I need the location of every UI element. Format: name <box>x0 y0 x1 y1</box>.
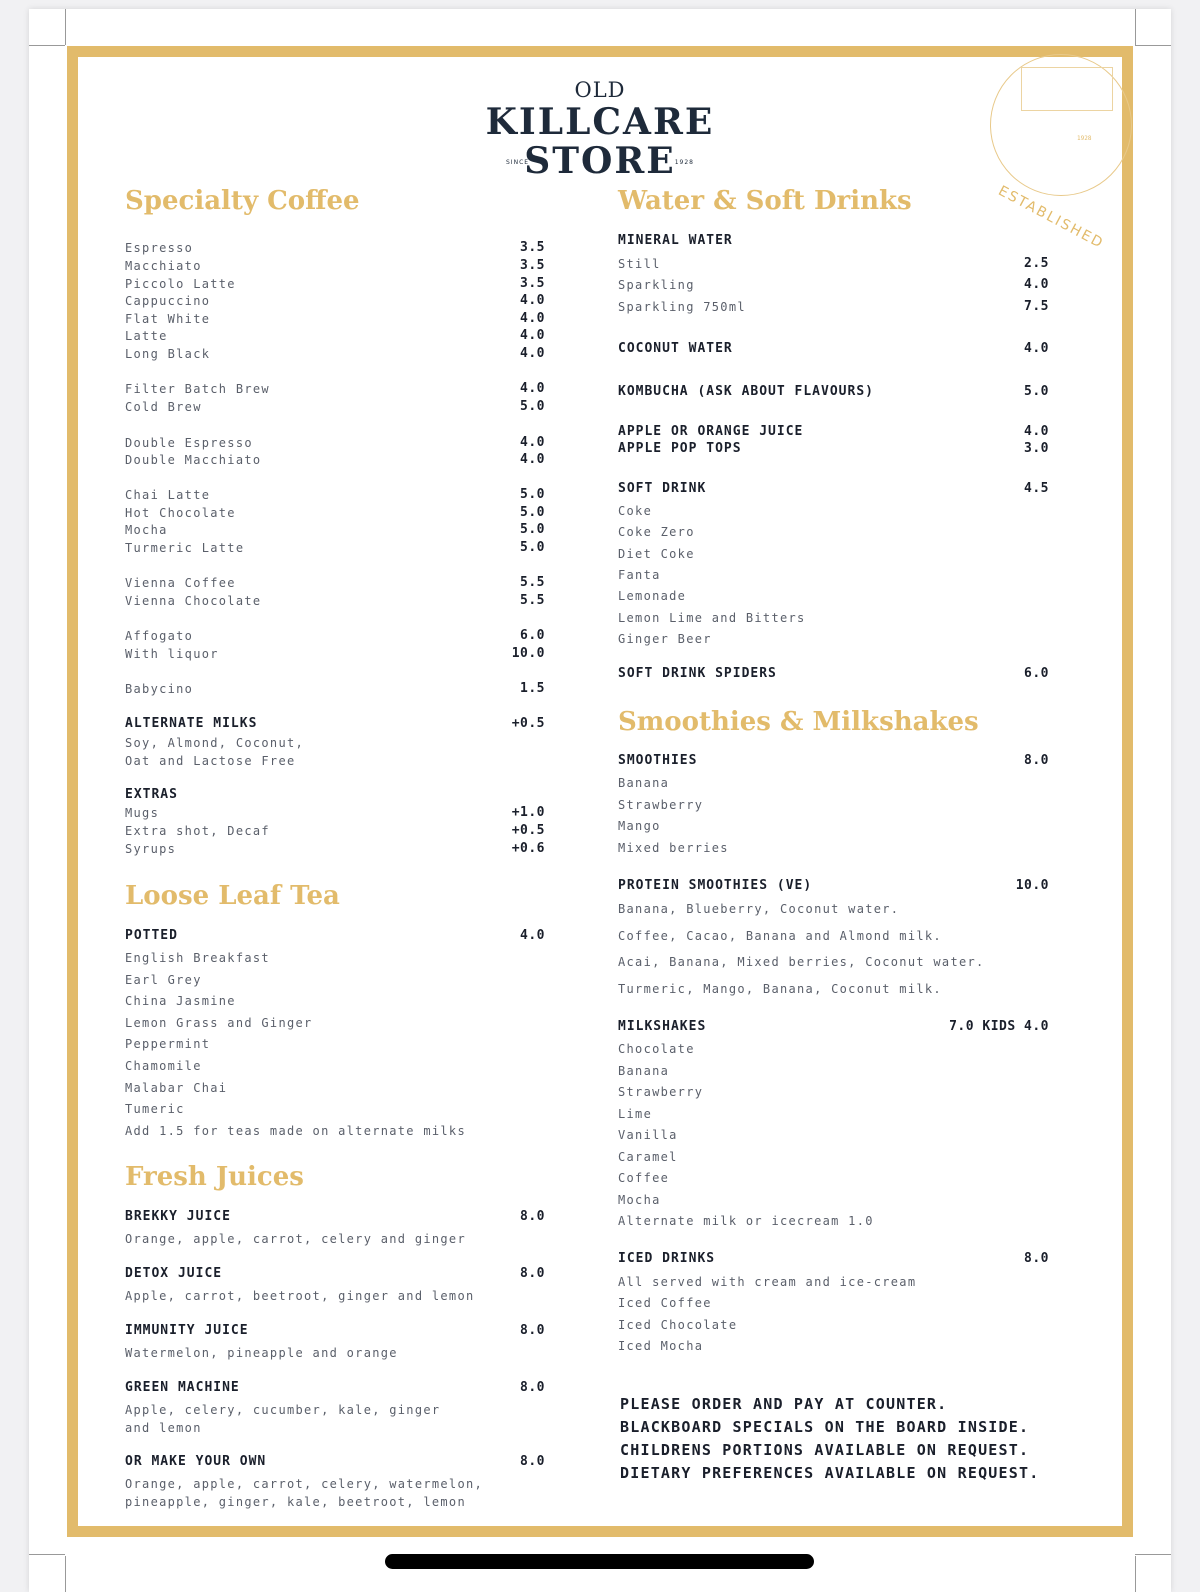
logo-store: STORE <box>524 140 676 182</box>
coffee-item-price: 4.0 <box>520 293 545 308</box>
coffee-item-name: Chai Latte <box>125 488 211 502</box>
smoothie-item: Mixed berries <box>618 840 729 855</box>
soft-drink-item: Ginger Beer <box>618 631 712 646</box>
note-line: DIETARY PREFERENCES AVAILABLE ON REQUEST. <box>620 1464 1040 1482</box>
extra-item-price: +0.5 <box>511 823 545 838</box>
coffee-item-price: 3.5 <box>520 240 545 255</box>
tea-potted-title: POTTED <box>125 928 178 943</box>
iced-item: All served with cream and ice-cream <box>618 1275 917 1289</box>
smoothies-price: 8.0 <box>1024 753 1049 768</box>
juice-desc: Apple, carrot, beetroot, ginger and lemon <box>125 1289 475 1303</box>
soft-drink-price: 4.5 <box>1024 481 1049 496</box>
crop-mark <box>65 1556 66 1592</box>
juice-desc: Watermelon, pineapple and orange <box>125 1346 398 1360</box>
soft-drink-title: SOFT DRINK <box>618 481 707 496</box>
juice-price: 8.0 <box>520 1266 545 1281</box>
kombucha-title: KOMBUCHA (ASK ABOUT FLAVOURS) <box>618 384 874 399</box>
mineral-item-name: Sparkling 750ml <box>618 300 746 314</box>
tea-item: Chamomile <box>125 1059 202 1073</box>
coffee-item-name: Mocha <box>125 523 168 537</box>
crop-mark <box>1135 1554 1171 1555</box>
juice-price: 8.0 <box>520 1209 545 1224</box>
apple-orange-title: APPLE OR ORANGE JUICE <box>618 424 804 439</box>
juice-title: OR MAKE YOUR OWN <box>125 1454 267 1469</box>
coffee-item-name: With liquor <box>125 647 219 661</box>
coffee-item-name: Cappuccino <box>125 294 211 308</box>
milkshakes-price: 7.0 KIDS 4.0 <box>949 1019 1049 1034</box>
coffee-item-name: Long Black <box>125 347 211 361</box>
note-line: CHILDRENS PORTIONS AVAILABLE ON REQUEST. <box>620 1441 1030 1459</box>
storefront-sketch-icon <box>1021 67 1113 111</box>
coffee-item-name: Flat White <box>125 312 211 326</box>
protein-item: Acai, Banana, Mixed berries, Coconut water. <box>618 955 985 970</box>
crop-mark <box>1135 45 1171 46</box>
store-logo <box>480 78 720 180</box>
coffee-item-price: 3.5 <box>520 276 545 291</box>
coffee-item-price: 5.0 <box>520 522 545 537</box>
coffee-item-name: Piccolo Latte <box>125 277 236 291</box>
coffee-item-price: 5.0 <box>520 540 545 555</box>
tea-item: Lemon Grass and Ginger <box>125 1015 313 1030</box>
alt-milks-title: ALTERNATE MILKS <box>125 716 258 731</box>
tea-item: Malabar Chai <box>125 1080 228 1095</box>
juice-desc: pineapple, ginger, kale, beetroot, lemon <box>125 1495 466 1509</box>
juice-desc: Apple, celery, cucumber, kale, ginger <box>125 1403 441 1417</box>
established-stamp <box>990 54 1132 253</box>
counter-notes <box>620 1393 1039 1485</box>
coffee-item-price: 4.0 <box>520 328 545 343</box>
logo-old: OLD <box>574 78 626 102</box>
protein-title: PROTEIN SMOOTHIES (VE) <box>618 878 813 893</box>
coffee-item-price: 4.0 <box>520 311 545 326</box>
apple-orange-price: 4.0 <box>1024 424 1049 439</box>
iced-item: Iced Coffee <box>618 1296 712 1311</box>
mineral-item-price: 7.5 <box>1024 299 1049 314</box>
tea-item: Peppermint <box>125 1037 211 1052</box>
coffee-item-price: 1.5 <box>520 681 545 696</box>
protein-item: Turmeric, Mango, Banana, Coconut milk. <box>618 982 942 997</box>
section-heading-smoothies: Smoothies & Milkshakes <box>618 707 979 737</box>
smoothies-title: SMOOTHIES <box>618 753 698 768</box>
crop-mark <box>1135 1556 1136 1592</box>
coffee-item-name: Espresso <box>125 241 194 255</box>
juice-desc: Orange, apple, carrot, celery, watermelon, <box>125 1477 484 1491</box>
mineral-item-name: Sparkling <box>618 278 695 292</box>
smoothie-item: Strawberry <box>618 797 704 812</box>
tea-potted-price: 4.0 <box>520 928 545 943</box>
iced-item: Iced Mocha <box>618 1338 704 1353</box>
juice-title: DETOX JUICE <box>125 1266 223 1281</box>
smoothie-item: Banana <box>618 776 670 790</box>
home-indicator[interactable] <box>385 1554 814 1569</box>
juice-price: 8.0 <box>520 1454 545 1469</box>
juice-title: BREKKY JUICE <box>125 1209 231 1224</box>
crop-mark <box>29 45 65 46</box>
coffee-item-name: Vienna Coffee <box>125 576 236 590</box>
protein-price: 10.0 <box>1015 878 1049 893</box>
coffee-item-name: Filter Batch Brew <box>125 382 270 396</box>
alt-milks-desc: Oat and Lactose Free <box>125 754 296 768</box>
coffee-item-name: Cold Brew <box>125 400 202 414</box>
crop-mark <box>65 9 66 45</box>
protein-item: Coffee, Cacao, Banana and Almond milk. <box>618 928 942 943</box>
coffee-item-price: 10.0 <box>511 646 545 661</box>
extra-item-name: Extra shot, Decaf <box>125 824 270 838</box>
milkshake-item: Alternate milk or icecream 1.0 <box>618 1214 874 1228</box>
milkshake-item: Banana <box>618 1063 670 1078</box>
coffee-item-price: 6.0 <box>520 628 545 643</box>
protein-item: Banana, Blueberry, Coconut water. <box>618 902 900 916</box>
spiders-price: 6.0 <box>1024 666 1049 681</box>
coffee-item-name: Double Espresso <box>125 436 253 450</box>
coffee-item-name: Macchiato <box>125 259 202 273</box>
juice-title: GREEN MACHINE <box>125 1380 240 1395</box>
section-heading-juices: Fresh Juices <box>125 1162 304 1192</box>
smoothie-item: Mango <box>618 819 661 834</box>
coffee-item-price: 4.0 <box>520 435 545 450</box>
milkshakes-title: MILKSHAKES <box>618 1019 707 1034</box>
spiders-title: SOFT DRINK SPIDERS <box>618 666 777 681</box>
extra-item-name: Syrups <box>125 842 177 856</box>
extra-item-name: Mugs <box>125 806 160 820</box>
juice-desc: and lemon <box>125 1421 202 1435</box>
extras-title: EXTRAS <box>125 787 178 802</box>
coffee-item-price: 4.0 <box>520 381 545 396</box>
apple-pop-price: 3.0 <box>1024 441 1049 456</box>
milkshake-item: Coffee <box>618 1171 670 1185</box>
soft-drink-item: Coke Zero <box>618 525 695 540</box>
mineral-item-name: Still <box>618 257 661 271</box>
iced-drinks-price: 8.0 <box>1024 1251 1049 1266</box>
stamp-year: 1928 <box>1077 135 1092 142</box>
milkshake-item: Mocha <box>618 1192 661 1207</box>
soft-drink-item: Lemon Lime and Bitters <box>618 610 806 625</box>
juice-title: IMMUNITY JUICE <box>125 1323 249 1338</box>
soft-drink-item: Lemonade <box>618 589 687 604</box>
crop-mark <box>1135 9 1136 45</box>
juice-desc: Orange, apple, carrot, celery and ginger <box>125 1232 466 1246</box>
gold-frame <box>67 46 1133 1537</box>
tea-item: Earl Grey <box>125 972 202 987</box>
alt-milks-price: +0.5 <box>511 716 545 731</box>
section-heading-water: Water & Soft Drinks <box>618 186 912 216</box>
crop-mark <box>29 1554 65 1555</box>
juice-price: 8.0 <box>520 1380 545 1395</box>
tea-item: Add 1.5 for teas made on alternate milks <box>125 1123 466 1138</box>
coffee-item-name: Turmeric Latte <box>125 541 245 555</box>
coffee-item-name: Vienna Chocolate <box>125 594 262 608</box>
tea-item: English Breakfast <box>125 951 270 965</box>
note-line: PLEASE ORDER AND PAY AT COUNTER. <box>620 1395 948 1413</box>
coffee-item-price: 4.0 <box>520 452 545 467</box>
coffee-item-price: 5.0 <box>520 487 545 502</box>
alt-milks-desc: Soy, Almond, Coconut, <box>125 736 305 750</box>
coffee-item-price: 4.0 <box>520 346 545 361</box>
soft-drink-item: Fanta <box>618 567 661 582</box>
stamp-established: ESTABLISHED <box>995 183 1107 253</box>
milkshake-item: Caramel <box>618 1149 678 1164</box>
milkshake-item: Vanilla <box>618 1128 678 1142</box>
milkshake-item: Lime <box>618 1106 653 1121</box>
mineral-water-title: MINERAL WATER <box>618 233 733 248</box>
coffee-item-name: Latte <box>125 329 168 343</box>
coffee-item-price: 3.5 <box>520 258 545 273</box>
logo-killcare: KILLCARE <box>485 101 715 143</box>
coffee-item-price: 5.0 <box>520 505 545 520</box>
kombucha-price: 5.0 <box>1024 384 1049 399</box>
note-line: BLACKBOARD SPECIALS ON THE BOARD INSIDE. <box>620 1418 1030 1436</box>
extra-item-price: +0.6 <box>511 841 545 856</box>
milkshake-item: Strawberry <box>618 1085 704 1099</box>
section-heading-tea: Loose Leaf Tea <box>125 881 340 911</box>
logo-year: 1928 <box>674 159 694 166</box>
tea-item: Tumeric <box>125 1102 185 1117</box>
coffee-item-name: Double Macchiato <box>125 453 262 467</box>
mineral-item-price: 4.0 <box>1024 277 1049 292</box>
section-heading-coffee: Specialty Coffee <box>125 186 360 216</box>
tea-item: China Jasmine <box>125 994 236 1009</box>
mineral-item-price: 2.5 <box>1024 256 1049 271</box>
iced-drinks-title: ICED DRINKS <box>618 1251 716 1266</box>
coffee-item-name: Babycino <box>125 682 194 696</box>
juice-price: 8.0 <box>520 1323 545 1338</box>
extra-item-price: +1.0 <box>511 805 545 820</box>
coffee-item-price: 5.5 <box>520 593 545 608</box>
coconut-water-title: COCONUT WATER <box>618 341 733 356</box>
coffee-item-name: Affogato <box>125 629 194 643</box>
iced-item: Iced Chocolate <box>618 1317 738 1332</box>
coffee-item-price: 5.5 <box>520 575 545 590</box>
logo-since: SINCE <box>506 159 530 166</box>
milkshake-item: Chocolate <box>618 1042 695 1056</box>
coffee-item-name: Hot Chocolate <box>125 506 236 520</box>
coconut-water-price: 4.0 <box>1024 341 1049 356</box>
coffee-item-price: 5.0 <box>520 399 545 414</box>
soft-drink-item: Coke <box>618 504 653 518</box>
apple-pop-title: APPLE POP TOPS <box>618 441 742 456</box>
soft-drink-item: Diet Coke <box>618 546 695 561</box>
